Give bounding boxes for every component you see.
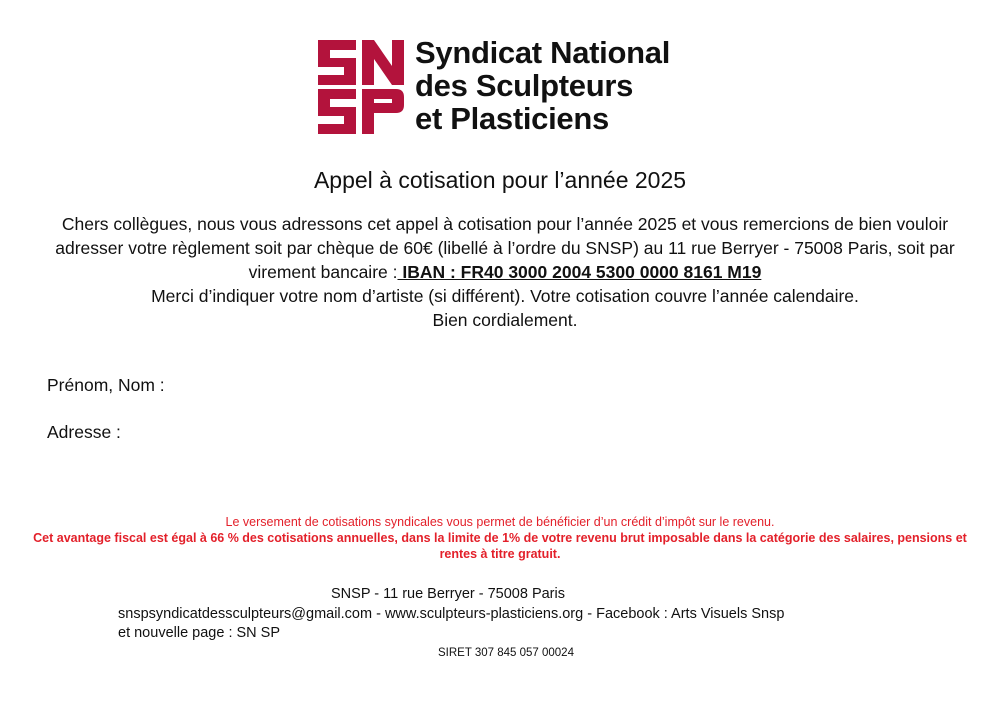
org-name-line-1: Syndicat National [415,35,671,70]
artist-name-request: Merci d’indiquer votre nom d’artiste (si différent). Votre cotisation couvre l’année calendaire. [151,286,859,306]
footer [118,585,918,644]
tax-notice [20,514,980,562]
tax-notice-line-1: Le versement de cotisations syndicales vous permet de bénéficier d’un crédit d’impôt sur le revenu. [225,515,775,529]
snsp-logo-icon [316,38,406,136]
footer-page-line: et nouvelle page : SN SP [118,625,281,641]
address-field-label: Adresse : [47,422,121,442]
iban-number: IBAN : FR40 3000 2004 5300 0000 8161 M19 [397,262,762,282]
page-title: Appel à cotisation pour l’année 2025 [313,167,687,193]
intro-text [40,212,970,332]
closing-greeting: Bien cordialement. [432,310,578,330]
name-field-label: Prénom, Nom : [47,375,165,395]
footer-address: SNSP - 11 rue Berryer - 75008 Paris [331,586,565,602]
intro-paragraph: Chers collègues, nous vous adressons cet appel à cotisation pour l’année 2025 et vous remercions de bien vouloir adresser votre règlement soit par chèque de 60€ (libellé à l’ordre du SNSP) au 11 rue Berryer - 75008 Paris, soit par virement bancaire : [55,214,955,282]
org-name-line-3: et Plasticiens [415,101,609,136]
org-name-line-2: des Sculpteurs [415,68,634,103]
footer-contacts: snspsyndicatdessculpteurs@gmail.com - www.sculpteurs-plasticiens.org - Facebook : Arts Visuels Snsp [118,605,785,622]
organization-name [415,36,705,135]
siret-number: SIRET 307 845 057 00024 [438,647,574,659]
tax-notice-line-2: Cet avantage fiscal est égal à 66 % des cotisations annuelles, dans la limite de 1% de votre revenu brut imposable dans la catégorie des salaires, pensions et rentes à titre gratuit. [33,531,967,561]
header-logo [316,36,706,136]
